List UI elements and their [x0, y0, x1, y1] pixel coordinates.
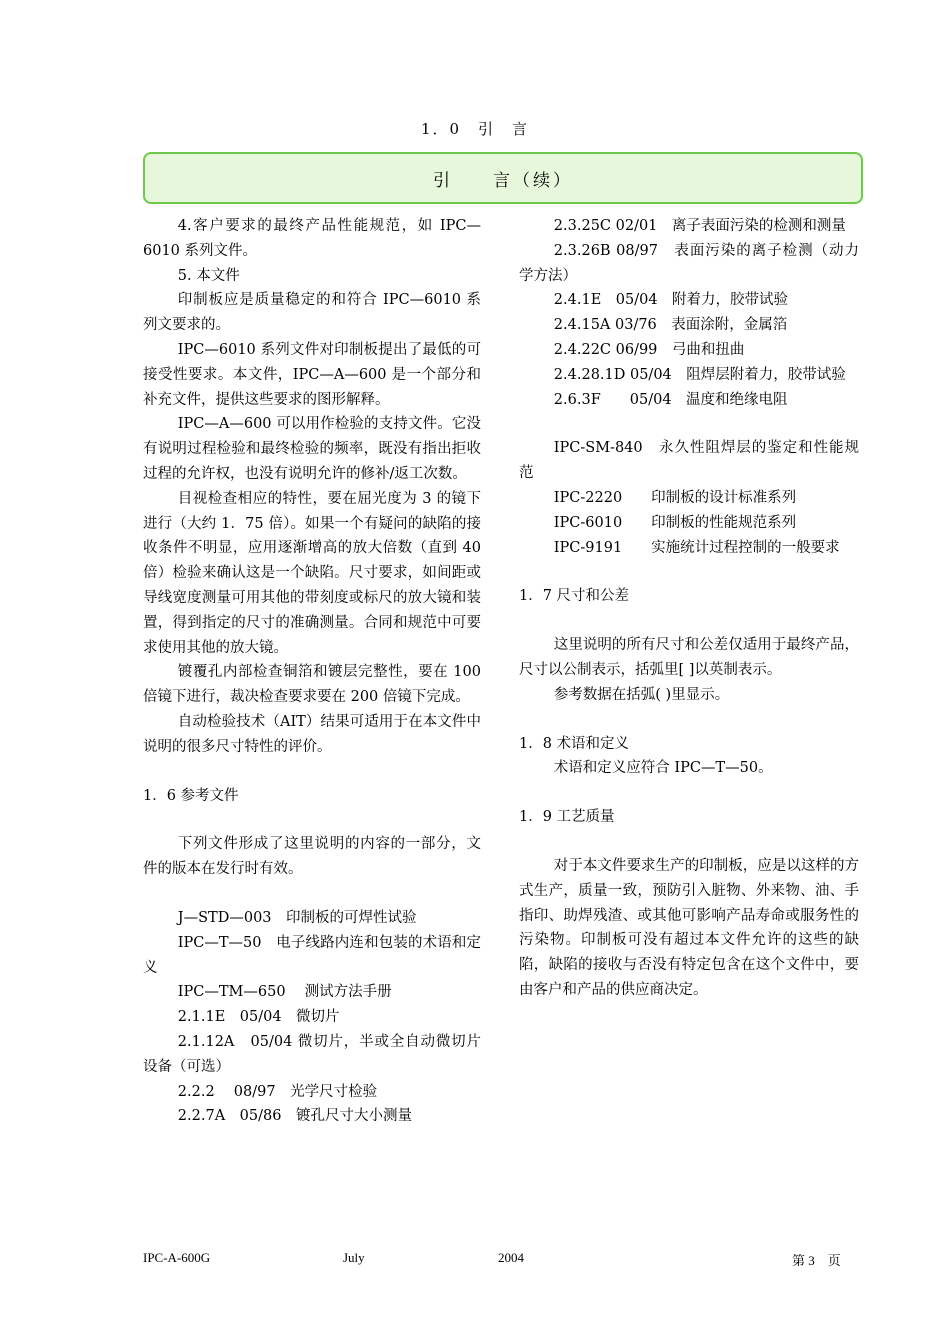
reference-item: IPC-SM-840 永久性阻焊层的鉴定和性能规范	[519, 440, 859, 482]
reference-item: 2.4.15A 03/76 表面涂附，金属箔	[553, 317, 788, 334]
section-banner	[143, 152, 863, 204]
reference-item: 2.6.3F 05/04 温度和绝缘电阻	[553, 391, 788, 408]
page-header-title: 1．0 引 言	[420, 120, 530, 138]
reference-item: IPC—TM—650 测试方法手册	[177, 984, 392, 1001]
paragraph: 术语和定义应符合 IPC—T—50。	[553, 760, 773, 777]
section-heading: 1．9 工艺质量	[519, 809, 615, 826]
paragraph: 对于本文件要求生产的印制板，应是以这样的方式生产，质量一致，预防引入脏物、外来物、油、手指印、助焊残渣、或其他可影响产品寿命或服务性的污染物。印制板可没有超过本文件允许的这些的缺陷，缺陷的接收与否没有特定包含在这个文件中，要由客户和产品的供应商决定。	[519, 857, 859, 998]
reference-item: IPC-9191 实施统计过程控制的一般要求	[553, 539, 840, 556]
section-heading: 1．8 术语和定义	[519, 735, 630, 752]
paragraph: 5. 本文件	[177, 267, 240, 284]
paragraph: IPC—A—600 可以用作检验的支持文件。它没有说明过程检验和最终检验的频率，既没有指出拒收过程的允许权，也没有说明允许的修补/返工次数。	[143, 416, 481, 482]
banner-title: 引 言（续）	[433, 170, 573, 191]
reference-item: 2.1.12A 05/04 微切片，半或全自动微切片设备（可选）	[143, 1033, 481, 1075]
reference-item: 2.3.26B 08/97 表面污染的离子检测（动力学方法）	[519, 242, 859, 284]
paragraph: IPC—6010 系列文件对印制板提出了最低的可接受性要求。本文件，IPC—A—600 是一个部分和补充文件，提供这些要求的图形解释。	[143, 341, 481, 408]
paragraph: 目视检查相应的特性，要在屈光度为 3 的镜下进行（大约 1．75 倍）。如果一个有疑问的缺陷的接收条件不明显，应用逐渐增高的放大倍数（直到 40 倍）检验来确认这是一个缺陷。尺寸要求，如间距或导线宽度测量可用其他的带刻度或标尺的放大镜和装置，得到指定的尺寸的准确测量。合同和规范中可要求使用其他的放大镜。	[143, 490, 481, 656]
left-column	[143, 214, 481, 1129]
reference-item: 2.2.2 08/97 光学尺寸检验	[177, 1083, 378, 1100]
reference-item: IPC-6010 印制板的性能规范系列	[553, 514, 797, 531]
footer-doc-id: IPC-A-600G	[143, 1250, 211, 1265]
footer-page-number: 第 3 页	[792, 1253, 841, 1268]
reference-item: IPC—T—50 电子线路内连和包装的术语和定义	[143, 934, 481, 976]
reference-item: 2.1.1E 05/04 微切片	[177, 1009, 340, 1026]
reference-item: J—STD—003 印制板的可焊性试验	[177, 909, 417, 926]
reference-item: 2.2.7A 05/86 镀孔尺寸大小测量	[177, 1108, 412, 1125]
footer-year: 2004	[498, 1250, 524, 1265]
section-heading: 1．7 尺寸和公差	[519, 588, 630, 605]
reference-item: IPC-2220 印制板的设计标准系列	[553, 489, 797, 506]
paragraph: 下列文件形成了这里说明的内容的一部分，文件的版本在发行时有效。	[143, 836, 481, 878]
section-heading: 1．6 参考文件	[143, 787, 239, 804]
footer-month: July	[343, 1250, 365, 1265]
right-column	[519, 214, 859, 1003]
paragraph: 这里说明的所有尺寸和公差仅适用于最终产品，尺寸以公制表示，括弧里[ ]以英制表示。	[519, 637, 859, 678]
reference-item: 2.4.22C 06/99 弓曲和扭曲	[553, 341, 745, 358]
paragraph: 参考数据在括弧( )里显示。	[553, 686, 730, 703]
paragraph: 印制板应是质量稳定的和符合 IPC—6010 系列文要求的。	[143, 292, 481, 334]
reference-item: 2.3.25C 02/01 离子表面污染的检测和测量	[553, 218, 846, 234]
reference-item: 2.4.1E 05/04 附着力，胶带试验	[553, 292, 789, 309]
paragraph: 自动检验技术（AIT）结果可适用于在本文件中说明的很多尺寸特性的评价。	[143, 713, 481, 755]
reference-item: 2.4.28.1D 05/04 阻焊层附着力，胶带试验	[553, 366, 846, 383]
paragraph: 镀覆孔内部检查铜箔和镀层完整性，要在 100 倍镜下进行，裁决检查要求要在 200 倍镜下完成。	[143, 664, 481, 706]
paragraph: 4.客户要求的最终产品性能规范，如 IPC—6010 系列文件。	[143, 218, 481, 259]
